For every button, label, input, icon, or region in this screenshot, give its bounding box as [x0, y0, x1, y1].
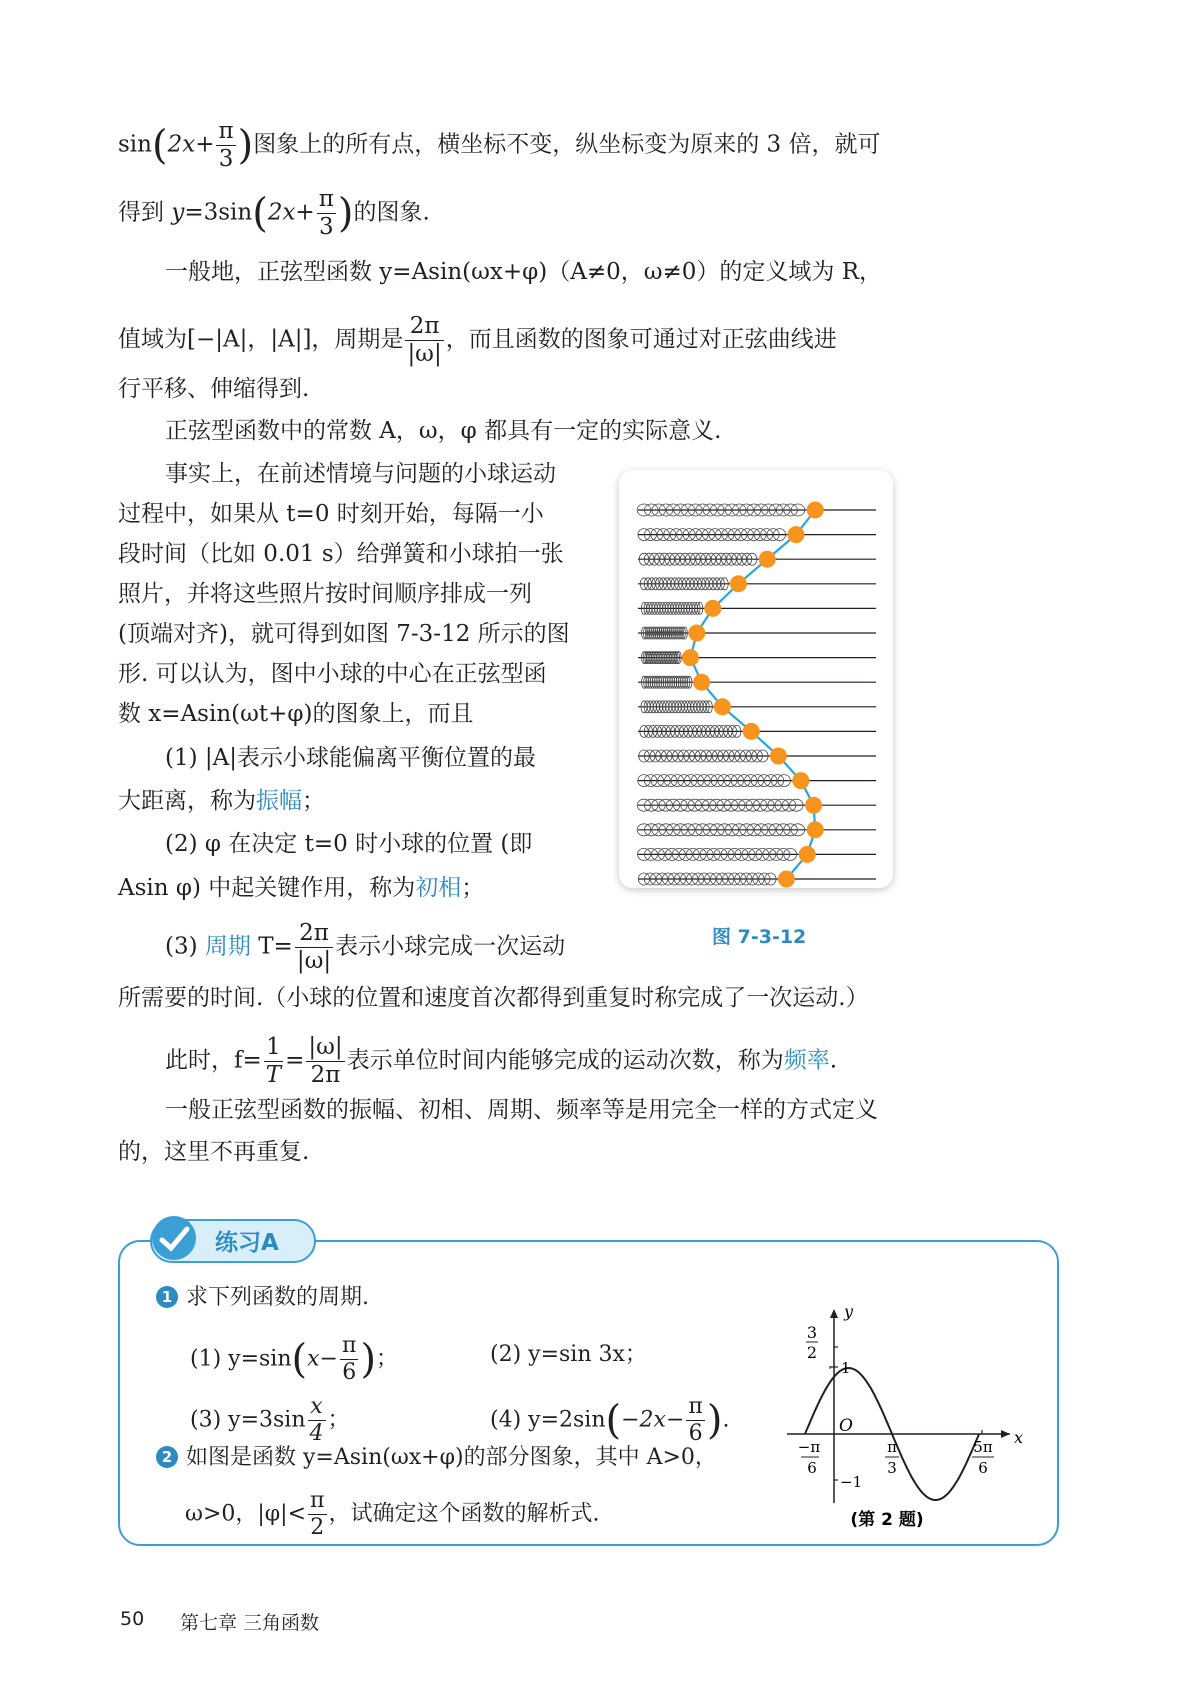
ball: [805, 797, 822, 814]
numerator: π: [218, 118, 234, 144]
numerator: 2π: [405, 315, 443, 341]
x-tick-mid-num: π: [887, 1438, 897, 1456]
fraction: [686, 1396, 704, 1445]
text: 表示小球完成一次运动: [335, 933, 566, 960]
text: ，试确定这个函数的解析式.: [328, 1501, 600, 1527]
part-1: [190, 1335, 398, 1384]
math-expr: =3sin: [184, 199, 253, 226]
denominator: 3: [218, 146, 234, 172]
figure-caption: 图 7-3-12: [712, 926, 807, 948]
math-expr: 2x+: [167, 131, 215, 158]
math-expr: x−: [307, 1346, 338, 1372]
text: ω>0，|φ|<: [185, 1501, 307, 1527]
text-line: 正弦型函数中的常数 A，ω，φ 都具有一定的实际意义.: [165, 418, 722, 444]
question-badge: 2: [156, 1446, 178, 1468]
term-amplitude: 振幅: [256, 788, 302, 814]
ball: [743, 723, 760, 740]
text-line: 事实上，在前述情境与问题的小球运动: [165, 461, 556, 487]
paren: (: [151, 122, 168, 169]
question-2-line2: [185, 1490, 600, 1539]
text: 的图象.: [353, 199, 430, 226]
ball: [788, 526, 805, 543]
term-period: 周期: [204, 933, 251, 960]
text-line: [118, 872, 484, 904]
text-line: [118, 188, 430, 239]
text: 表示单位时间内能够完成的运动次数，称为: [346, 1047, 784, 1074]
x-tick-mid-den: 3: [887, 1459, 897, 1477]
ball: [682, 649, 699, 666]
text-line: 照片，并将这些照片按时间顺序排成一列: [118, 581, 532, 607]
text-line: 形. 可以认为，图中小球的中心在正弦型函: [118, 661, 547, 687]
fraction: [340, 1335, 358, 1384]
text-line: [118, 120, 880, 171]
fraction: [405, 315, 443, 366]
ball: [688, 625, 705, 642]
denominator: 2: [310, 1515, 325, 1540]
text-line: (2) φ 在决定 t=0 时小球的位置 (即: [165, 831, 533, 857]
ball: [807, 502, 824, 519]
part-4: [490, 1396, 729, 1445]
sine-graph: [782, 1305, 1027, 1535]
ball: [730, 575, 747, 592]
text: (4) y=2sin: [490, 1407, 606, 1433]
denominator: 6: [688, 1421, 703, 1446]
x-tick-right-num: 5π: [973, 1438, 993, 1456]
denominator: 3: [318, 214, 334, 240]
text: 得到: [118, 199, 172, 226]
denominator: 6: [342, 1360, 357, 1385]
text-line: 行平移、伸缩得到.: [118, 376, 310, 402]
text-line: 过程中，如果从 t=0 时刻开始，每隔一小: [118, 501, 544, 527]
fraction: [306, 1036, 344, 1087]
math-var: y: [171, 199, 185, 226]
text-line: 数 x=Asin(ωt+φ)的图象上，而且: [118, 701, 474, 727]
y-label: y: [844, 1305, 854, 1321]
ball: [778, 871, 795, 888]
text: ；: [461, 875, 485, 901]
numerator: 1: [264, 1036, 283, 1062]
ball: [714, 698, 731, 715]
fraction: [216, 120, 235, 171]
question-1: [156, 1283, 369, 1313]
ball: [759, 551, 776, 568]
part-2: (2) y=sin 3x；: [490, 1342, 647, 1367]
text-line: (顶端对齐)，就可得到如图 7-3-12 所示的图: [118, 621, 570, 647]
ball: [799, 846, 816, 863]
ball: [792, 772, 809, 789]
text: ；: [376, 1346, 399, 1372]
numerator: π: [688, 1394, 703, 1419]
numerator: x: [308, 1396, 326, 1421]
y-tick-label: 1: [841, 1359, 851, 1377]
text-line: [165, 922, 565, 973]
text: 图象上的所有点，横坐标不变，纵坐标变为原来的 3 倍，就可: [253, 131, 881, 158]
fraction: [264, 1036, 283, 1087]
text: ；: [327, 1407, 350, 1433]
text-line: 所需要的时间.（小球的位置和速度首次都得到重复时称完成了一次运动.）: [118, 985, 869, 1011]
x-tick-right-den: 6: [978, 1459, 988, 1477]
fraction: [317, 188, 336, 239]
paren: (: [252, 190, 268, 237]
text-line: 一般地，正弦型函数 y=Asin(ωx+φ)（A≠0，ω≠0）的定义域为 R，: [165, 259, 883, 285]
ball: [807, 821, 824, 838]
text: ，而且函数的图象可通过对正弦曲线进: [445, 326, 837, 353]
numerator: π: [341, 1333, 357, 1358]
text: 大距离，称为: [118, 788, 256, 814]
ball: [704, 600, 721, 617]
text: (3): [165, 933, 205, 960]
denominator: |ω|: [296, 948, 332, 974]
origin-label: O: [839, 1416, 853, 1436]
graph-caption: (第 2 题): [850, 1510, 924, 1530]
fraction: [308, 1490, 326, 1539]
text-line: (1) |A|表示小球能偏离平衡位置的最: [165, 745, 536, 771]
numerator: π: [318, 186, 334, 212]
paren: ): [360, 1336, 377, 1383]
text-line: 段时间（比如 0.01 s）给弹簧和小球拍一张: [118, 541, 564, 567]
text: ；: [302, 788, 325, 814]
text-line: [118, 785, 325, 817]
y-tick-label: −1: [840, 1473, 863, 1491]
denominator: 2π: [310, 1062, 341, 1088]
math-expr: 2x+: [267, 199, 315, 226]
denominator: T: [265, 1062, 282, 1088]
math-sin: sin: [118, 131, 152, 158]
text: .: [722, 1407, 730, 1433]
exercise-title: 练习A: [215, 1230, 279, 1256]
term-phase: 初相: [415, 875, 462, 901]
chapter-title: 第七章 三角函数: [180, 1612, 320, 1634]
x-axis-arrow: [1001, 1430, 1010, 1438]
y-tick-label: 3: [806, 1323, 818, 1342]
spring-figure: [613, 466, 901, 898]
question-text: 求下列函数的周期.: [186, 1285, 369, 1310]
question-text: 如图是函数 y=Asin(ωx+φ)的部分图象，其中 A>0，: [186, 1445, 717, 1470]
text: .: [829, 1047, 837, 1074]
x-tick-left-den: 6: [807, 1459, 817, 1477]
paren: (: [605, 1397, 622, 1444]
question-2: [156, 1443, 717, 1473]
text-line: [165, 1036, 837, 1087]
text: 值域为[−|A|，|A|]，周期是: [118, 326, 404, 353]
question-badge: 1: [156, 1286, 178, 1308]
text-line: 的，这里不再重复.: [118, 1139, 310, 1165]
figure-card: [619, 470, 893, 888]
fraction: [308, 1396, 326, 1445]
denominator: 4: [309, 1421, 324, 1446]
text: =: [285, 1047, 305, 1074]
paren: ): [706, 1397, 723, 1444]
text: 此时，f=: [165, 1047, 262, 1074]
ball: [770, 748, 787, 765]
text-line: 一般正弦型函数的振幅、初相、周期、频率等是用完全一样的方式定义: [165, 1097, 878, 1123]
paren: ): [337, 190, 354, 237]
text-line: [118, 315, 837, 366]
part-3: [190, 1396, 350, 1445]
page-number: 50: [120, 1608, 145, 1630]
ball: [693, 674, 710, 691]
paren: (: [291, 1336, 308, 1383]
text: Asin φ) 中起关键作用，称为: [118, 875, 416, 901]
text: (1) y=sin: [190, 1346, 292, 1372]
numerator: 2π: [295, 922, 333, 948]
x-label: x: [1014, 1428, 1024, 1447]
y-tick-label: 2: [806, 1343, 818, 1362]
paren: ): [237, 122, 254, 169]
denominator: |ω|: [407, 341, 442, 367]
check-icon: [152, 1216, 196, 1260]
numerator: π: [310, 1488, 325, 1513]
y-axis-arrow: [830, 1309, 838, 1318]
math-expr: −2x−: [621, 1407, 685, 1433]
x-tick-left-num: −π: [797, 1438, 821, 1456]
numerator: |ω|: [308, 1034, 343, 1060]
text: (3) y=3sin: [190, 1407, 306, 1433]
term-frequency: 频率: [783, 1047, 830, 1074]
text: T=: [250, 933, 293, 960]
fraction: [295, 922, 333, 973]
